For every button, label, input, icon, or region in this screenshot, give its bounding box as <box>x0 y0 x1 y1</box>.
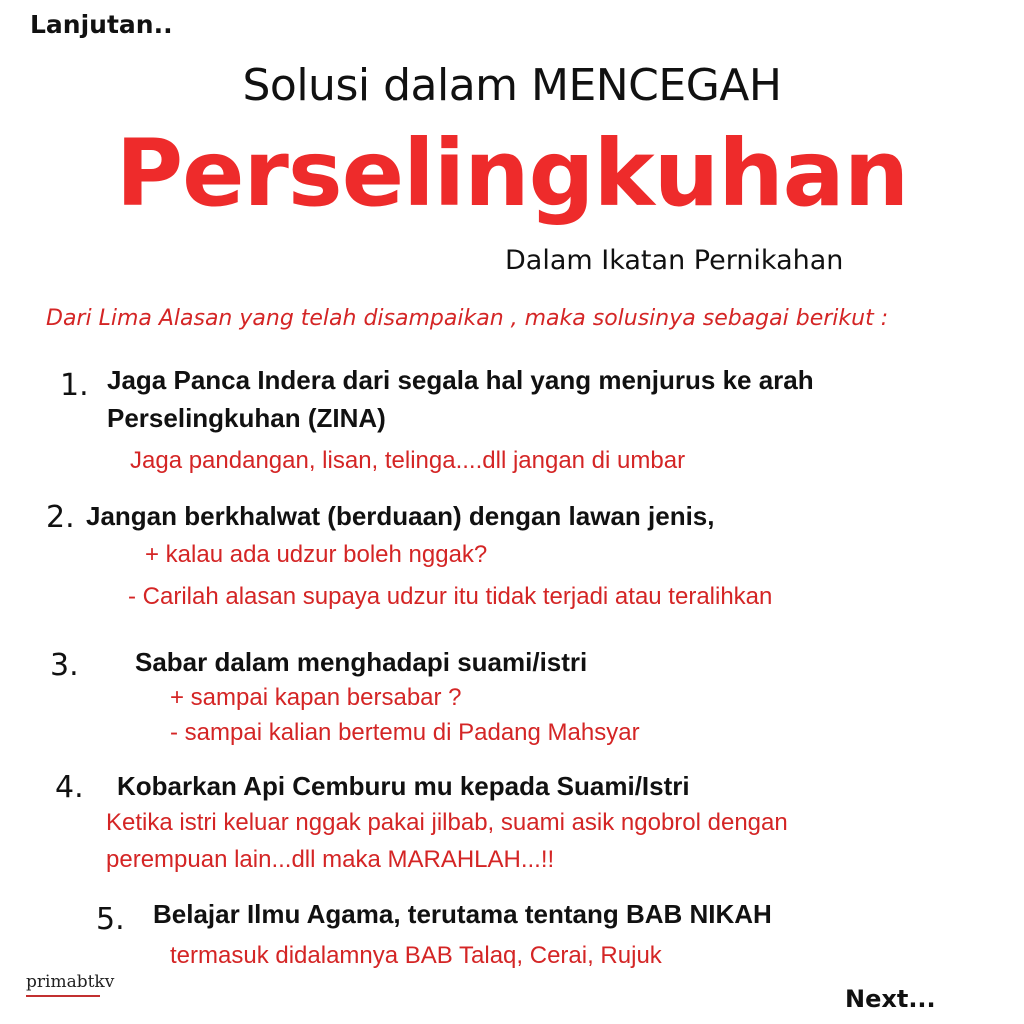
item-note: Ketika istri keluar nggak pakai jilbab, suami asik ngobrol dengan <box>106 809 788 836</box>
item-heading: Belajar Ilmu Agama, terutama tentang BAB NIKAH <box>153 899 772 929</box>
item-number: 3. <box>50 648 79 683</box>
item-note-answer: - sampai kalian bertemu di Padang Mahsyar <box>170 719 640 746</box>
brand-underline <box>26 995 100 997</box>
item-number: 4. <box>55 770 84 805</box>
item-number: 1. <box>60 368 89 403</box>
intro-text: Dari Lima Alasan yang telah disampaikan , maka solusinya sebagai berikut : <box>46 306 889 331</box>
main-title: Perselingkuhan <box>115 120 909 227</box>
item-heading: Jaga Panca Indera dari segala hal yang menjurus ke arah <box>107 365 814 395</box>
item-heading: Kobarkan Api Cemburu mu kepada Suami/Istri <box>117 771 690 801</box>
item-heading: Sabar dalam menghadapi suami/istri <box>135 647 588 677</box>
item-note: Jaga pandangan, lisan, telinga....dll jangan di umbar <box>130 447 686 474</box>
item-number: 2. <box>46 500 75 535</box>
next-label: Next... <box>845 985 936 1013</box>
item-note-cont: perempuan lain...dll maka MARAHLAH...!! <box>106 846 555 873</box>
title-prefix: Solusi dalam MENCEGAH <box>242 60 782 111</box>
continued-label: Lanjutan.. <box>30 10 173 39</box>
item-note-answer: - Carilah alasan supaya udzur itu tidak terjadi atau teralihkan <box>128 583 773 610</box>
title-suffix: Dalam Ikatan Pernikahan <box>505 245 844 276</box>
brand-watermark: primabtkv <box>26 972 115 992</box>
item-heading-cont: Perselingkuhan (ZINA) <box>107 403 386 433</box>
item-note: termasuk didalamnya BAB Talaq, Cerai, Rujuk <box>170 942 662 969</box>
item-note-question: + sampai kapan bersabar ? <box>170 684 462 711</box>
item-number: 5. <box>96 902 125 937</box>
item-heading: Jangan berkhalwat (berduaan) dengan lawan jenis, <box>86 501 715 531</box>
item-note-question: + kalau ada udzur boleh nggak? <box>145 541 488 568</box>
